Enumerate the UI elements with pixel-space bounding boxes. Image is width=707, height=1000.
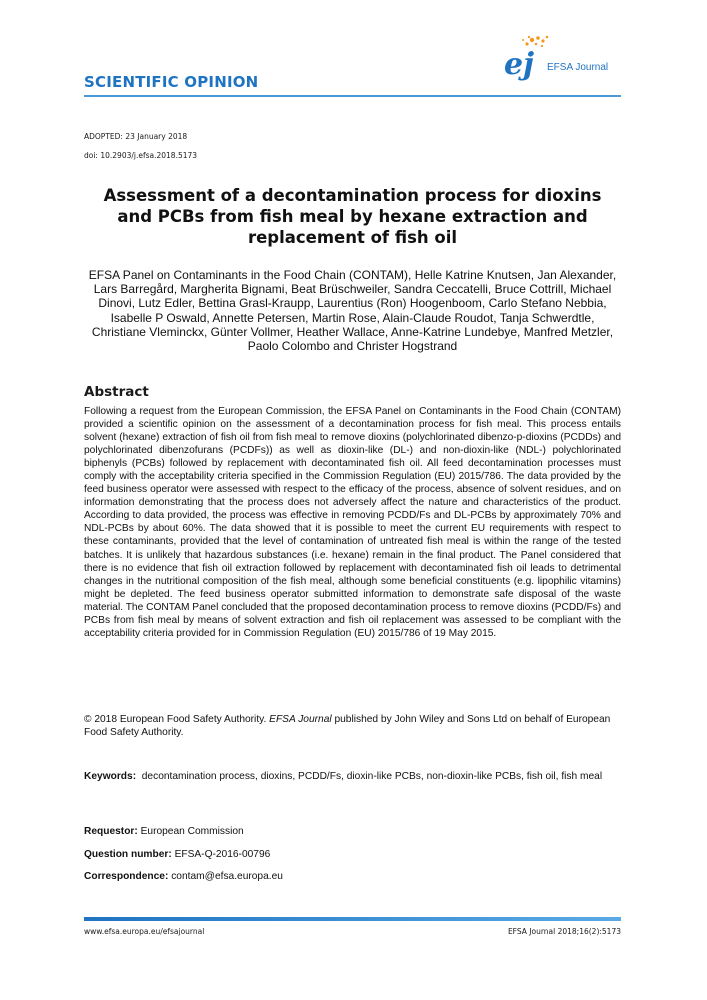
requestor-value: European Commission: [140, 826, 244, 837]
efsa-journal-logo: [498, 34, 628, 84]
footer-divider: [84, 917, 621, 921]
keywords-label: Keywords:: [84, 771, 137, 782]
copyright-journal: EFSA Journal: [269, 714, 332, 725]
question-label: Question number:: [84, 849, 172, 860]
journal-name: EFSA Journal: [547, 62, 609, 73]
requestor-label: Requestor:: [84, 826, 138, 837]
copyright-notice: [84, 713, 621, 739]
copyright-prefix: © 2018 European Food Safety Authority.: [84, 714, 270, 725]
footer-citation: EFSA Journal 2018;16(2):5173: [507, 927, 621, 936]
abstract-body: Following a request from the European Commission, the EFSA Panel on Contaminants in the Food Chain (CONTAM) provided a scientific opinion on the assessment of a decontamination process for fish meal. This process entails solvent (hexane) extraction of fish oil from fish meal to remove dioxins (polychlorinated dibenzo-p-dioxins (PCDDs) and polychlorinated dibenzofurans (PCDFs)) as well as dioxin-like (DL-) and non-dioxin-like (NDL-) polychlorinated biphenyls (PCBs) followed by replacement with decontaminated fish oil. All feed decontamination processes must comply with the acceptability criteria specified in the Commission Regulation (EU) 2015/786. The data provided by the feed business operator were assessed with respect to the efficacy of the process, absence of solvent residues, and on information demonstrating that the process does not adversely affect the nature and characteristics of the product. According to data provided, the process was effective in removing PCDD/Fs and DL-PCBs by approximately 70% and NDL-PCBs by about 60%. The data showed that it is possible to meet the current EU requirements with respect to these contaminants, provided that the level of contamination of untreated fish meal is within the range of the tested batches. It is unlikely that hazardous substances (i.e. hexane) remain in the final product. The Panel considered that there is no evidence that fish oil extraction followed by replacement with decontaminated fish oil leads to detrimental changes in the nutritional composition of the fish meal, although some beneficial constituents (e.g. lipophilic vitamins) might be depleted. The feed business operator submitted information to demonstrate safe disposal of the waste material. The CONTAM Panel concluded that the proposed decontamination process to remove dioxins (PCDD/Fs) and PCBs from fish meal by means of solvent extraction and fish oil replacement was assessed to be compliant with the acceptability criteria provided for in Commission Regulation (EU) 2015/786 of 19 May 2015.: [84, 406, 621, 639]
correspondence-email[interactable]: contam@efsa.europa.eu: [171, 871, 283, 882]
question-number: [84, 849, 270, 860]
keywords-value: decontamination process, dioxins, PCDD/Fs, dioxin-like PCBs, non-dioxin-like PCBs, fish oil, fish meal: [141, 771, 603, 782]
author-list: EFSA Panel on Contaminants in the Food Chain (CONTAM), Helle Katrine Knutsen, Jan Alexander, Lars Barregård, Margherita Bignami, Beat Brüschweiler, Sandra Ceccatelli, Bruce Cottrill, Michael Dinovi, Lutz Edler, Bettina Grasl-Kraupp, Laurentius (Ron) Hoogenboom, Carlo Stefano Nebbia, Isabelle P Oswald, Annette Petersen, Martin Rose, Alain-Claude Roudot, Tanja Schwerdtle, Christiane Vleminckx, Günter Vollmer, Heather Wallace, Anne-Katrine Lundebye, Manfred Metzler, Paolo Colombo and Christer Hogstrand: [88, 268, 617, 354]
star-cluster-icon: [522, 36, 548, 47]
keywords: [84, 770, 621, 784]
correspondence-label: Correspondence:: [84, 871, 169, 882]
footer-url[interactable]: www.efsa.europa.eu/efsajournal: [84, 927, 205, 936]
correspondence: [84, 871, 283, 882]
copyright-suffix: published by John Wiley and Sons Ltd on behalf of European Food Safety Authority.: [84, 714, 611, 739]
header-divider: [84, 95, 621, 97]
abstract-heading: Abstract: [84, 384, 149, 400]
doi[interactable]: doi: 10.2903/j.efsa.2018.5173: [84, 151, 198, 160]
question-value: EFSA-Q-2016-00796: [174, 849, 271, 860]
requestor: [84, 826, 244, 837]
paper-title: Assessment of a decontamination process for dioxins and PCBs from fish meal by hexane extraction and replacement of fish oil: [103, 186, 602, 247]
logo-mark: ej: [504, 47, 534, 82]
adopted-date: ADOPTED: 23 January 2018: [84, 132, 188, 141]
section-label: SCIENTIFIC OPINION: [84, 73, 259, 91]
